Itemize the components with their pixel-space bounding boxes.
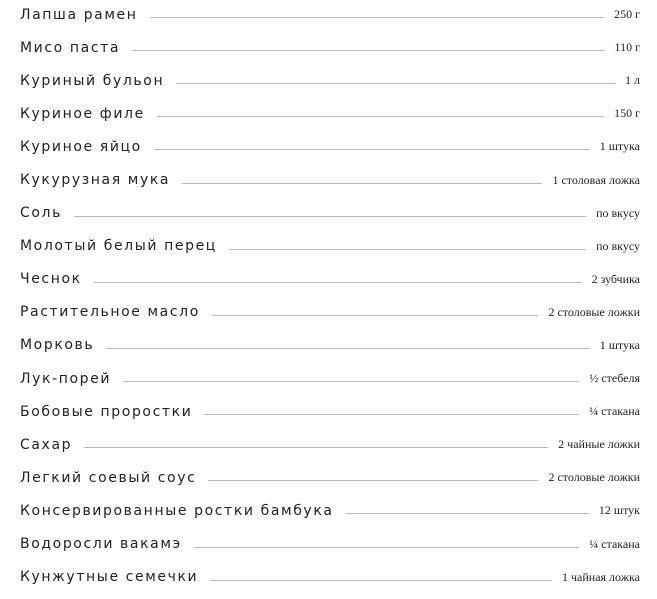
ingredient-row: [20, 64, 640, 97]
dotted-leader: [346, 513, 589, 514]
ingredient-amount: по вкусу: [596, 238, 640, 253]
ingredient-row: [20, 561, 640, 594]
ingredient-name: Мисо паста: [20, 39, 121, 56]
ingredient-amount: 1 штука: [599, 337, 640, 352]
ingredient-row: [20, 230, 640, 263]
ingredient-amount: 150 г: [614, 106, 640, 121]
ingredient-row: [20, 494, 640, 527]
dotted-leader: [210, 580, 552, 581]
ingredient-amount: 250 г: [614, 7, 640, 22]
ingredient-name: Чеснок: [20, 271, 82, 288]
ingredient-row: [20, 0, 640, 31]
ingredient-row: [20, 528, 640, 561]
dotted-leader: [212, 315, 539, 316]
dotted-leader: [182, 183, 542, 184]
dotted-leader: [154, 149, 590, 150]
dotted-leader: [94, 282, 582, 283]
ingredient-name: Куриное филе: [20, 105, 145, 122]
ingredient-name: Куриное яйцо: [20, 138, 142, 155]
ingredient-row: [20, 428, 640, 461]
dotted-leader: [74, 216, 586, 217]
ingredient-row: [20, 163, 640, 196]
ingredient-name: Растительное масло: [20, 304, 200, 321]
ingredient-name: Сахар: [20, 436, 73, 453]
ingredient-amount: 1 л: [625, 73, 640, 88]
ingredient-amount: 1 столовая ложка: [552, 172, 640, 187]
ingredient-name: Соль: [20, 205, 62, 222]
dotted-leader: [106, 348, 589, 349]
dotted-leader: [208, 480, 538, 481]
dotted-leader: [176, 83, 615, 84]
ingredient-name: Бобовые проростки: [20, 403, 193, 420]
ingredient-row: [20, 362, 640, 395]
ingredient-row: [20, 329, 640, 362]
ingredient-row: [20, 395, 640, 428]
ingredient-row: [20, 31, 640, 64]
dotted-leader: [84, 447, 548, 448]
ingredient-name: Кукурузная мука: [20, 172, 171, 189]
ingredient-list: [20, 0, 640, 594]
dotted-leader: [123, 381, 579, 382]
ingredient-amount: 110 г: [614, 40, 640, 55]
ingredient-amount: 2 столовые ложки: [548, 470, 640, 485]
dotted-leader: [194, 547, 579, 548]
ingredient-amount: 2 столовые ложки: [548, 304, 640, 319]
ingredient-amount: 2 чайные ложки: [558, 437, 640, 452]
dotted-leader: [229, 249, 586, 250]
ingredient-name: Кунжутные семечки: [20, 569, 199, 586]
ingredient-name: Куриный бульон: [20, 72, 165, 89]
ingredient-amount: 1 чайная ложка: [561, 569, 640, 584]
ingredient-row: [20, 197, 640, 230]
ingredient-amount: по вкусу: [596, 205, 640, 220]
ingredient-amount: 12 штук: [598, 503, 640, 518]
ingredient-name: Лапша рамен: [20, 6, 138, 23]
dotted-leader: [150, 17, 605, 18]
ingredient-amount: ¼ стакана: [589, 404, 640, 419]
ingredient-row: [20, 97, 640, 130]
dotted-leader: [157, 116, 604, 117]
ingredient-name: Лук-порей: [20, 370, 112, 387]
ingredient-amount: ½ стебеля: [589, 371, 640, 386]
dotted-leader: [204, 414, 579, 415]
ingredient-name: Консервированные ростки бамбука: [20, 502, 334, 519]
ingredient-row: [20, 461, 640, 494]
ingredient-name: Водоросли вакамэ: [20, 536, 182, 553]
ingredient-row: [20, 130, 640, 163]
dotted-leader: [132, 50, 604, 51]
ingredient-row: [20, 263, 640, 296]
ingredient-row: [20, 296, 640, 329]
ingredient-name: Морковь: [20, 337, 95, 354]
ingredient-name: Легкий соевый соус: [20, 469, 197, 486]
ingredient-amount: 1 штука: [599, 139, 640, 154]
ingredient-amount: 2 зубчика: [591, 271, 640, 286]
ingredient-name: Молотый белый перец: [20, 238, 217, 255]
ingredient-amount: ¼ стакана: [589, 536, 640, 551]
